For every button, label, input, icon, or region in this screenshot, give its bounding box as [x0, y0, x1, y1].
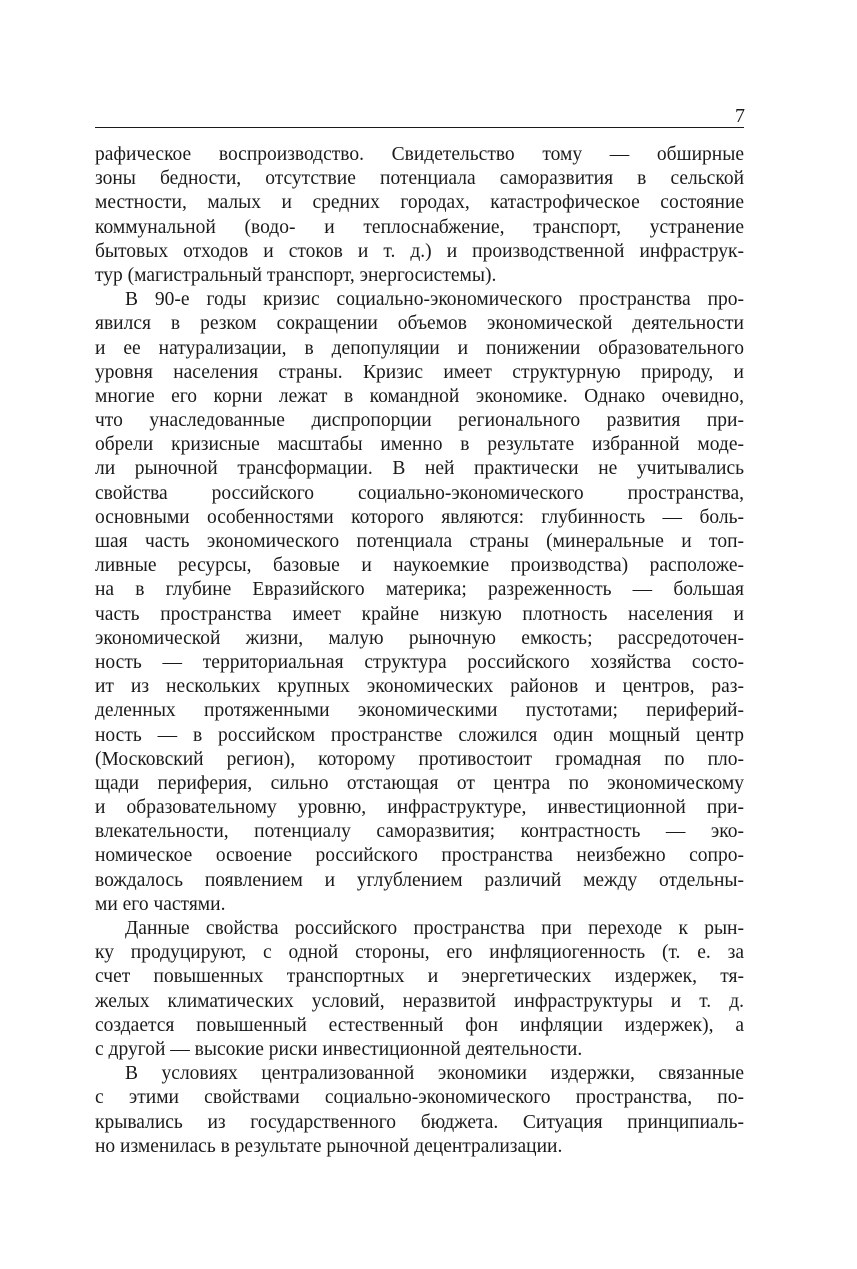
text-line: В условиях централизованной экономики издержки, связанные	[125, 1063, 744, 1085]
text-line: шая часть экономического потенциала страны (минеральные и топ-	[95, 531, 744, 552]
text-line: ность — в российском пространстве сложился один мощный центр	[95, 724, 744, 746]
text-line: явился в резком сокращении объемов экономической деятельности	[95, 313, 744, 335]
text-line: ку продуцируют, с одной стороны, его инфляциогенность (т. е. за	[95, 942, 744, 964]
text-line: ит из нескольких крупных экономических районов и центров, раз-	[95, 676, 744, 698]
text-line: рафическое воспроизводство. Свидетельство тому — обширные	[95, 144, 744, 165]
text-line: и ее натурализации, в депопуляции и понижении образовательного	[95, 337, 744, 359]
text-line: основными особенностями которого являются: глубинность — боль-	[95, 506, 744, 528]
text-line: счет повышенных транспортных и энергетических издержек, тя-	[95, 966, 744, 988]
text-line: ливные ресурсы, базовые и наукоемкие производства) расположе-	[95, 555, 744, 577]
text-line: обрели кризисные масштабы именно в результате избранной моде-	[95, 434, 744, 456]
text-line: с другой — высокие риски инвестиционной деятельности.	[95, 1038, 583, 1060]
text-line: экономической жизни, малую рыночную емкость; рассредоточен-	[95, 627, 744, 649]
text-line: на в глубине Евразийского материка; разреженность — большая	[95, 579, 744, 601]
text-line: и образовательному уровню, инфраструктуре, инвестиционной при-	[95, 797, 744, 819]
text-line: В 90-е годы кризис социально-экономического пространства про-	[125, 289, 744, 311]
text-line: влекательности, потенциалу саморазвития; контрастность — эко-	[95, 821, 744, 843]
text-line: часть пространства имеет крайне низкую плотность населения и	[95, 603, 744, 625]
body-text	[95, 143, 744, 1159]
text-line: зоны бедности, отсутствие потенциала саморазвития в сельской	[95, 168, 744, 190]
text-line: ли рыночной трансформации. В ней практически не учитывались	[95, 458, 744, 480]
text-line: создается повышенный естественный фон инфляции издержек), а	[95, 1014, 744, 1036]
text-line: деленных протяженными экономическими пустотами; периферий-	[95, 700, 744, 722]
paragraph-2	[95, 288, 744, 917]
page-number: 7	[735, 105, 745, 127]
paragraph-1	[95, 143, 744, 288]
text-line: ность — территориальная структура российского хозяйства состо-	[95, 651, 744, 673]
text-line: ми его частями.	[95, 893, 226, 915]
text-line: Данные свойства российского пространства при переходе к рын-	[125, 918, 744, 939]
text-line: желых климатических условий, неразвитой инфраструктуры и т. д.	[95, 990, 744, 1012]
text-line: местности, малых и средних городах, катастрофическое состояние	[95, 192, 744, 214]
text-line: уровня населения страны. Кризис имеет структурную природу, и	[95, 361, 744, 383]
text-line: что унаследованные диспропорции регионального развития при-	[95, 410, 744, 432]
text-line: щади периферия, сильно отстающая от центра по экономическому	[95, 772, 744, 794]
paragraph-3	[95, 917, 744, 1062]
text-line: тур (магистральный транспорт, энергосистемы).	[95, 264, 497, 286]
text-line: коммунальной (водо- и теплоснабжение, транспорт, устранение	[95, 216, 744, 238]
text-line: (Московский регион), которому противостоит громадная по пло-	[95, 748, 744, 770]
text-line: но изменилась в результате рыночной децентрализации.	[95, 1135, 563, 1157]
text-line: с этими свойствами социально-экономического пространства, по-	[95, 1087, 744, 1109]
text-line: крывались из государственного бюджета. Ситуация принципиаль-	[95, 1111, 744, 1133]
text-line: номическое освоение российского пространства неизбежно сопро-	[95, 845, 744, 867]
paragraph-4	[95, 1062, 744, 1159]
text-line: многие его корни лежат в командной экономике. Однако очевидно,	[95, 385, 744, 407]
text-line: вождалось появлением и углублением различий между отдельны-	[95, 869, 744, 891]
header-rule	[95, 127, 744, 128]
text-line: свойства российского социально-экономического пространства,	[95, 482, 744, 504]
text-line: бытовых отходов и стоков и т. д.) и производственной инфраструк-	[95, 240, 744, 262]
